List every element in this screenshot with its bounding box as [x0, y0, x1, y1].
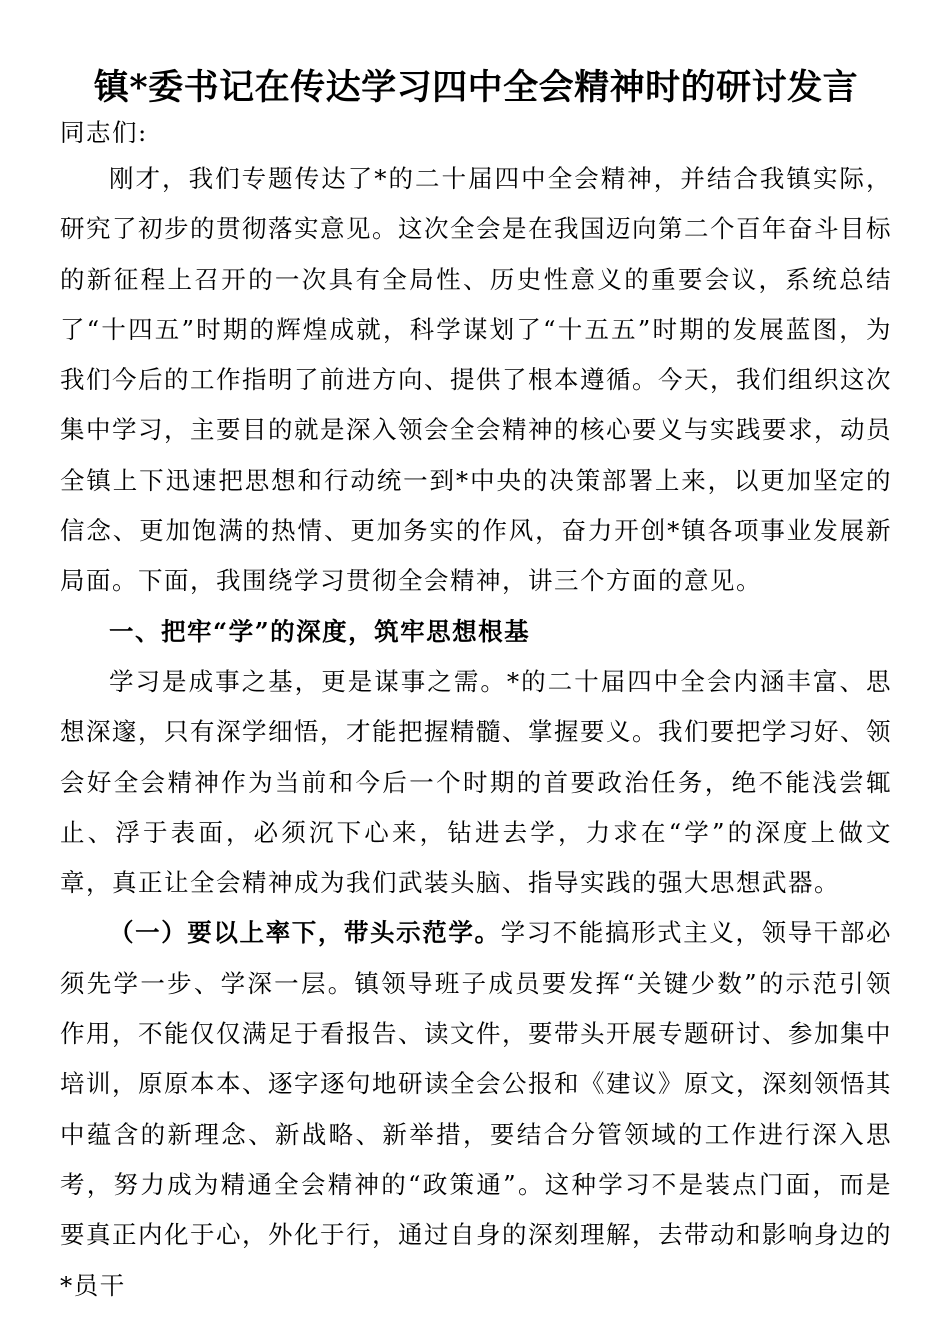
salutation: 同志们: [60, 118, 148, 147]
section-1-item-1 [60, 908, 892, 1310]
item-1-lead: （一）要以上率下，带头示范学。 [109, 918, 501, 948]
item-1-text: 学习不能搞形式主义，领导干部必须先学一步、学深一层。镇领导班子成员要发挥“关键少数”的示范引领作用，不能仅仅满足于看报告、读文件，要带头开展专题研讨、参加集中培训，原原本本、逐字逐句地研读全会公报和《建议》原文，深刻领悟其中蕴含的新理念、新战略、新举措，要结合分管领域的工作进行深入思考，努力成为精通全会精神的“政策通”。这种学习不是装点门面，而是要真正内化于心，外化于行，通过自身的深刻理解，去带动和影响身边的*员干 [60, 918, 893, 1300]
document-body [60, 112, 892, 1311]
intro-paragraph: 刚才，我们专题传达了*的二十届四中全会精神，并结合我镇实际，研究了初步的贯彻落实意见。这次全会是在我国迈向第二个百年奋斗目标的新征程上召开的一次具有全局性、历史性意义的重要会议，系统总结了“十四五”时期的辉煌成就，科学谋划了“十五五”时期的发展蓝图，为我们今后的工作指明了前进方向、提供了根本遵循。今天，我们组织这次集中学习，主要目的就是深入领会全会精神的核心要义与实践要求，动员全镇上下迅速把思想和行动统一到*中央的决策部署上来，以更加坚定的信念、更加饱满的热情、更加务实的作风，奋力开创*镇各项事业发展新局面。下面，我围绕学习贯彻全会精神，讲三个方面的意见。 [60, 164, 892, 596]
section-1-paragraph: 学习是成事之基，更是谋事之需。*的二十届四中全会内涵丰富、思想深邃，只有深学细悟，才能把握精髓、掌握要义。我们要把学习好、领会好全会精神作为当前和今后一个时期的首要政治任务，绝不能浅尝辄止、浮于表面，必须沉下心来，钻进去学，力求在“学”的深度上做文章，真正让全会精神成为我们武装头脑、指导实践的强大思想武器。 [60, 666, 892, 898]
document-title: 镇*委书记在传达学习四中全会精神时的研讨发言 [93, 67, 859, 108]
section-heading-1: 一、把牢“学”的深度，筑牢思想根基 [109, 616, 531, 646]
